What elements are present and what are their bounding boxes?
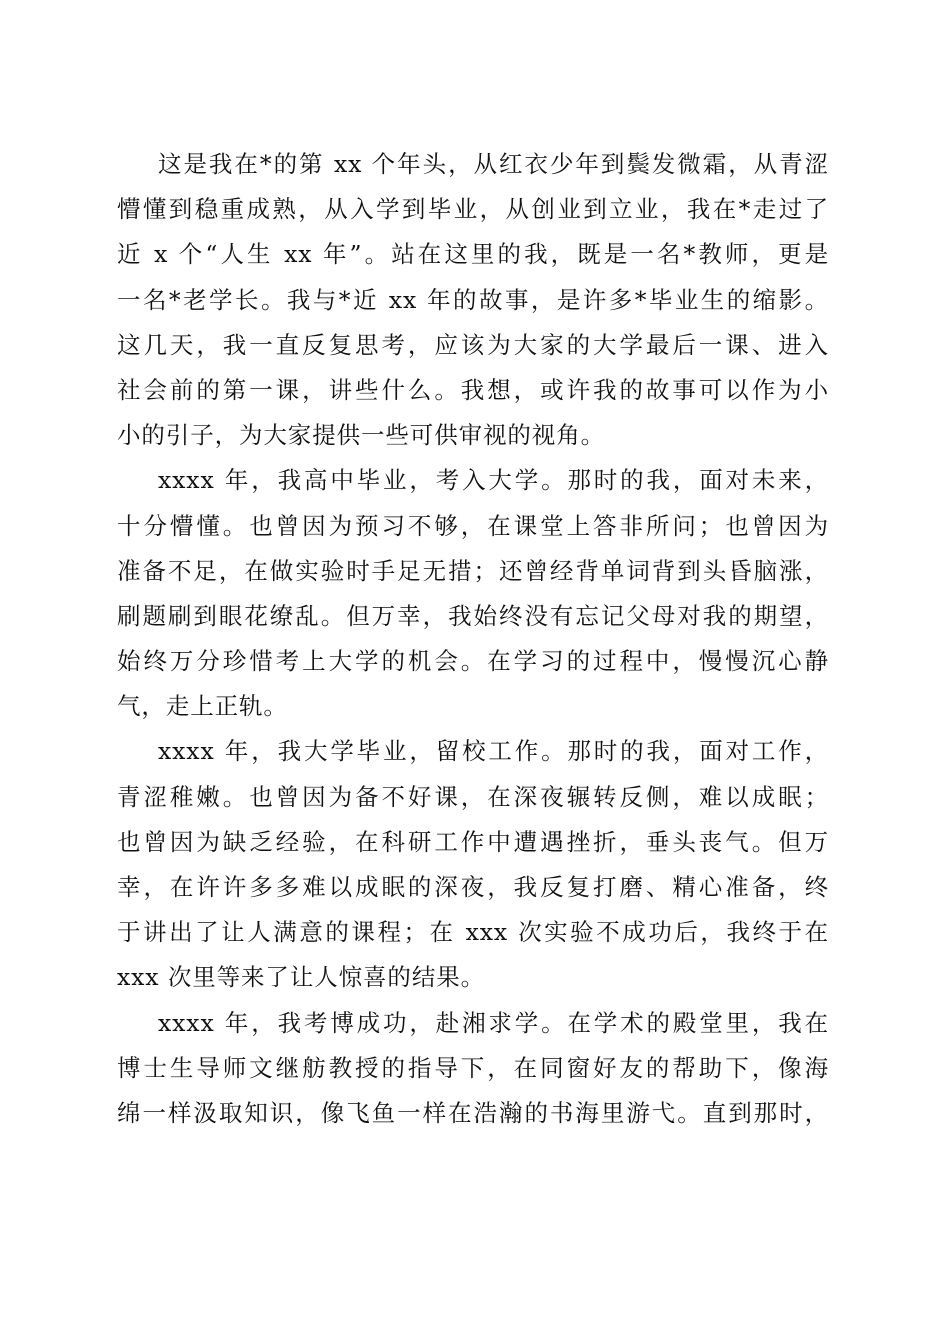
text-line: 幸，在许许多多难以成眠的深夜，我反复打磨、精心准备，终 xyxy=(117,873,829,901)
text-line: 青涩稚嫩。也曾因为备不好课，在深夜辗转反侧，难以成眠； xyxy=(117,782,829,811)
text-line: 一名*老学长。我与*近 xx 年的故事，是许多*毕业生的缩影。 xyxy=(117,285,829,314)
paragraph-1 xyxy=(117,142,829,458)
text-line: 博士生导师文继舫教授的指导下，在同窗好友的帮助下，像海 xyxy=(117,1053,829,1082)
text-line: 准备不足，在做实验时手足无措；还曾经背单词背到头昏脑涨， xyxy=(117,556,829,585)
text-line: 始终万分珍惜考上大学的机会。在学习的过程中，慢慢沉心静 xyxy=(117,647,829,676)
text-line: xxxx 年，我大学毕业，留校工作。那时的我，面对工作， xyxy=(158,737,829,766)
text-line: 十分懵懂。也曾因为预习不够，在课堂上答非所问；也曾因为 xyxy=(117,511,829,540)
text-line: xxxx 年，我高中毕业，考入大学。那时的我，面对未来， xyxy=(158,466,829,495)
text-line: 绵一样汲取知识，像飞鱼一样在浩瀚的书海里游弋。直到那时， xyxy=(117,1098,829,1127)
paragraph-2 xyxy=(117,458,829,729)
text-line: 于讲出了让人满意的课程；在 xxx 次实验不成功后，我终于在 xyxy=(117,918,829,947)
text-line: 这是我在*的第 xx 个年头，从红衣少年到鬓发微霜，从青涩 xyxy=(158,150,829,178)
text-line: 社会前的第一课，讲些什么。我想，或许我的故事可以作为小 xyxy=(117,375,829,404)
text-line: 这几天，我一直反复思考，应该为大家的大学最后一课、进入 xyxy=(117,330,829,359)
text-line: 懵懂到稳重成熟，从入学到毕业，从创业到立业，我在*走过了 xyxy=(117,195,829,224)
paragraph-4 xyxy=(117,1001,829,1137)
text-line: 小的引子，为大家提供一些可供审视的视角。 xyxy=(117,421,605,450)
body-text xyxy=(117,142,829,1136)
text-line: 刷题刷到眼花缭乱。但万幸，我始终没有忘记父母对我的期望， xyxy=(117,601,829,630)
text-line: 近 x 个“人生 xx 年”。站在这里的我，既是一名*教师，更是 xyxy=(117,240,829,269)
text-line: xxx 次里等来了让人惊喜的结果。 xyxy=(117,963,486,992)
text-line: 气，走上正轨。 xyxy=(117,692,288,721)
text-line: 也曾因为缺乏经验，在科研工作中遭遇挫折，垂头丧气。但万 xyxy=(117,827,829,856)
text-line: xxxx 年，我考博成功，赴湘求学。在学术的殿堂里，我在 xyxy=(158,1008,829,1037)
paragraph-3 xyxy=(117,729,829,1000)
